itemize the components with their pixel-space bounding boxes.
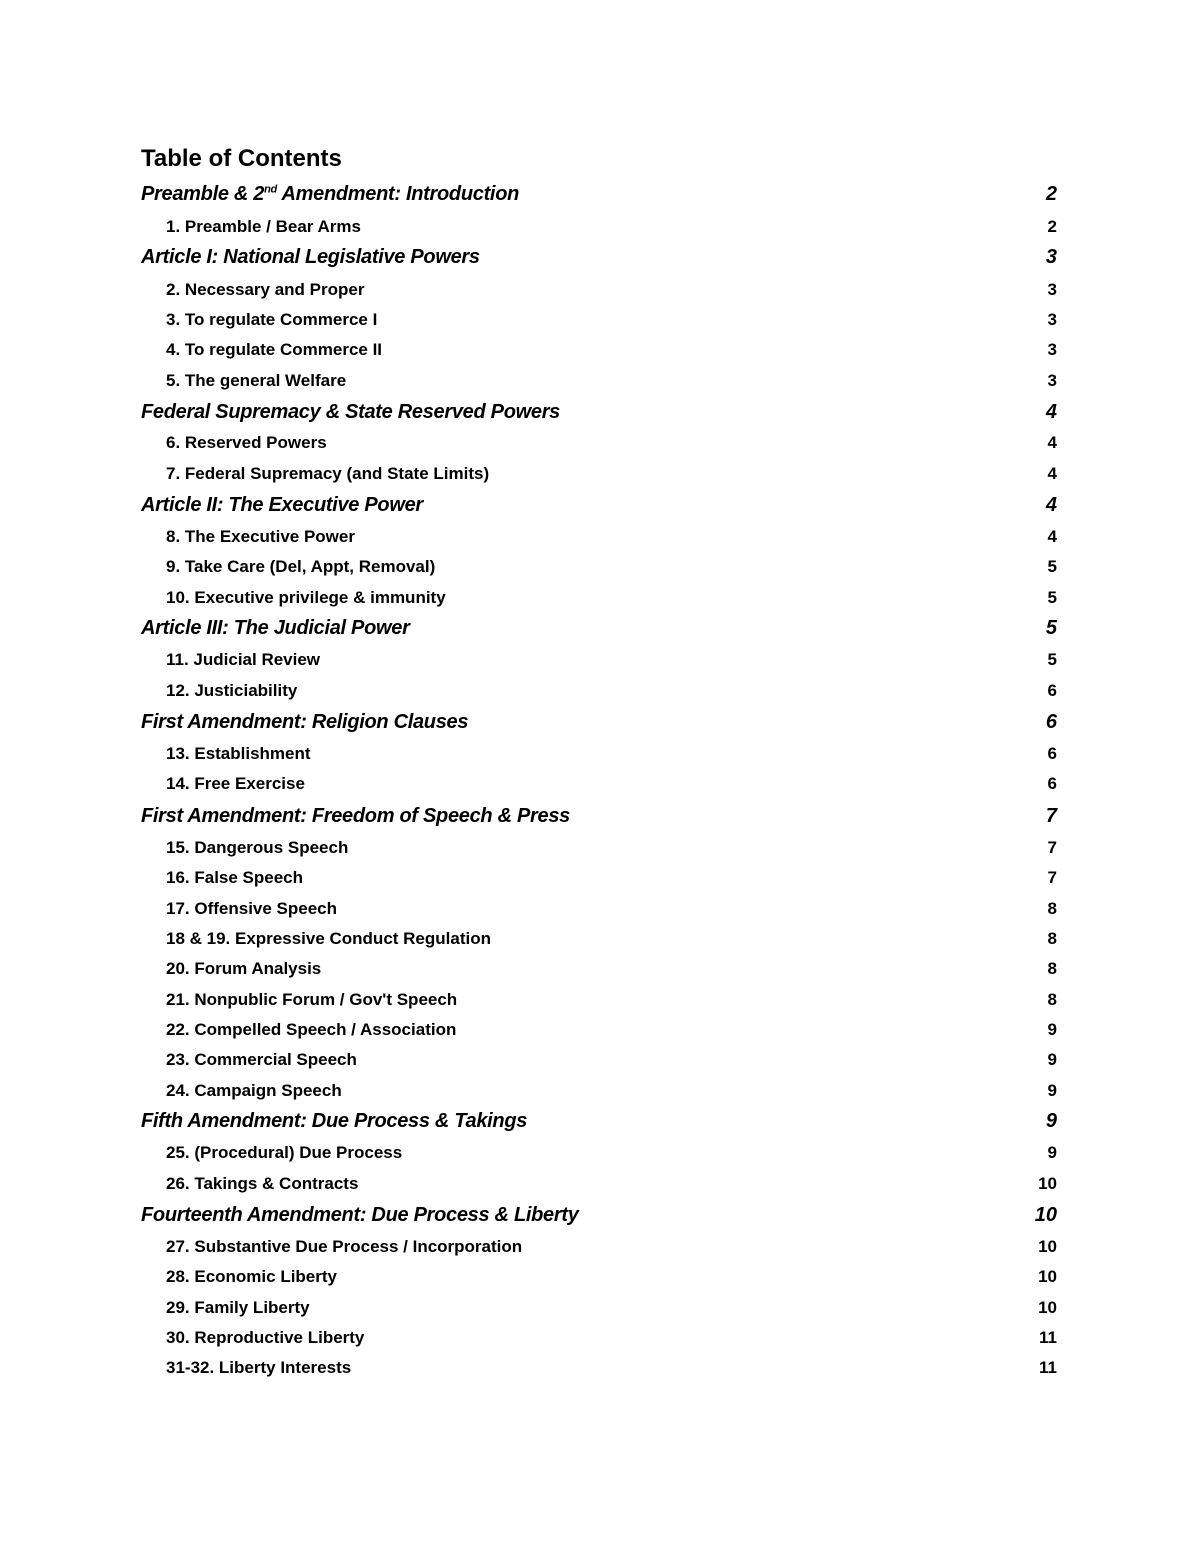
toc-entry-label: 20. Forum Analysis: [166, 959, 322, 978]
toc-entry-label: 10. Executive privilege & immunity: [166, 588, 446, 607]
toc-section-heading[interactable]: [0, 399, 1200, 425]
toc-entry-label: 18 & 19. Expressive Conduct Regulation: [166, 929, 491, 948]
toc-entry-label: 26. Takings & Contracts: [166, 1174, 359, 1193]
toc-page-number: 4: [1047, 433, 1057, 452]
toc-page-number: 6: [1047, 744, 1057, 763]
toc-entry-label: 13. Establishment: [166, 744, 311, 763]
toc-item[interactable]: [0, 678, 1200, 704]
toc-page-number: 3: [1047, 340, 1057, 359]
toc-entry-label: Article II: The Executive Power: [141, 494, 423, 516]
toc-entry-label: Preamble & 2nd Amendment: Introduction: [141, 183, 520, 205]
toc-page-number: 6: [1047, 774, 1057, 793]
toc-page-number: 3: [1047, 310, 1057, 329]
ordinal-superscript: nd: [264, 183, 277, 196]
toc-section-heading[interactable]: [0, 1202, 1200, 1228]
toc-page-number: 3: [1045, 246, 1057, 268]
toc-section-heading[interactable]: [0, 1108, 1200, 1134]
toc-entry-label: Article I: National Legislative Powers: [141, 246, 480, 268]
toc-entry-label: 25. (Procedural) Due Process: [166, 1143, 403, 1162]
toc-section-heading[interactable]: [0, 803, 1200, 829]
toc-entry-label: 17. Offensive Speech: [166, 899, 338, 918]
toc-item[interactable]: [0, 368, 1200, 394]
toc-entry-label: 27. Substantive Due Process / Incorporation: [166, 1237, 523, 1256]
toc-item[interactable]: [0, 430, 1200, 456]
toc-section-heading[interactable]: [0, 492, 1200, 518]
toc-item[interactable]: [0, 277, 1200, 303]
toc-item[interactable]: [0, 1140, 1200, 1166]
toc-item[interactable]: [0, 1078, 1200, 1104]
toc-entry-label: 21. Nonpublic Forum / Gov't Speech: [166, 990, 458, 1009]
toc-item[interactable]: [0, 1295, 1200, 1321]
toc-entry-label: Fifth Amendment: Due Process & Takings: [141, 1110, 528, 1132]
toc-item[interactable]: [0, 585, 1200, 611]
toc-page-number: 3: [1047, 371, 1057, 390]
toc-entry-label: 8. The Executive Power: [166, 527, 355, 546]
toc-entry-label: First Amendment: Freedom of Speech & Press: [141, 805, 570, 827]
toc-item[interactable]: [0, 835, 1200, 861]
toc-page-number: 5: [1047, 650, 1057, 669]
toc-page-number: 8: [1047, 929, 1057, 948]
toc-entry-label: 12. Justiciability: [166, 681, 298, 700]
toc-page-number: 7: [1047, 868, 1057, 887]
toc-page-number: 8: [1047, 990, 1057, 1009]
toc-entry-label: 14. Free Exercise: [166, 774, 305, 793]
toc-entry-label: 11. Judicial Review: [166, 650, 321, 669]
toc-item[interactable]: [0, 214, 1200, 240]
toc-page-number: 4: [1045, 494, 1057, 516]
toc-page-number: 2: [1045, 183, 1057, 205]
toc-entry-label: 16. False Speech: [166, 868, 304, 887]
toc-item[interactable]: [0, 1264, 1200, 1290]
toc-entry-label: 23. Commercial Speech: [166, 1050, 357, 1069]
toc-page-number: 8: [1047, 899, 1057, 918]
toc-entry-label: 24. Campaign Speech: [166, 1081, 342, 1100]
toc-entry-label: 31-32. Liberty Interests: [166, 1358, 352, 1377]
toc-item[interactable]: [0, 1355, 1200, 1381]
toc-section-heading[interactable]: [0, 709, 1200, 735]
toc-section-heading[interactable]: [0, 244, 1200, 270]
toc-item[interactable]: [0, 1234, 1200, 1260]
toc-item[interactable]: [0, 1325, 1200, 1351]
toc-item[interactable]: [0, 926, 1200, 952]
toc-item[interactable]: [0, 896, 1200, 922]
toc-item[interactable]: [0, 461, 1200, 487]
toc-entry-label: 15. Dangerous Speech: [166, 838, 349, 857]
toc-entry-label: 2. Necessary and Proper: [166, 280, 365, 299]
toc-page-number: 10: [1038, 1174, 1057, 1193]
toc-entry-label: First Amendment: Religion Clauses: [141, 711, 469, 733]
toc-page-number: 9: [1047, 1050, 1057, 1069]
toc-section-heading[interactable]: [0, 181, 1200, 207]
toc-item[interactable]: [0, 741, 1200, 767]
toc-page-number: 6: [1045, 711, 1057, 733]
toc-page-number: 10: [1038, 1237, 1057, 1256]
toc-page-number: 10: [1038, 1267, 1057, 1286]
toc-entry-label: 4. To regulate Commerce II: [166, 340, 383, 359]
toc-entry-label: 3. To regulate Commerce I: [166, 310, 378, 329]
toc-entry-label: 22. Compelled Speech / Association: [166, 1020, 457, 1039]
toc-page-number: 10: [1034, 1204, 1057, 1226]
toc-page-number: 5: [1047, 588, 1057, 607]
toc-page-number: 6: [1047, 681, 1057, 700]
toc-entry-label: 7. Federal Supremacy (and State Limits): [166, 464, 490, 483]
toc-item[interactable]: [0, 524, 1200, 550]
toc-entry-label: 29. Family Liberty: [166, 1298, 310, 1317]
toc-page-number: 9: [1047, 1143, 1057, 1162]
toc-entry-label: Fourteenth Amendment: Due Process & Liberty: [141, 1204, 579, 1226]
toc-page-number: 3: [1047, 280, 1057, 299]
toc-item[interactable]: [0, 307, 1200, 333]
toc-entry-label: 5. The general Welfare: [166, 371, 347, 390]
toc-page-number: 7: [1045, 805, 1057, 827]
toc-page-number: 8: [1047, 959, 1057, 978]
toc-page-number: 5: [1045, 617, 1057, 639]
toc-page-number: 4: [1047, 527, 1057, 546]
toc-item[interactable]: [0, 554, 1200, 580]
toc-page-number: 2: [1047, 217, 1057, 236]
toc-page-number: 10: [1038, 1298, 1057, 1317]
toc-page-number: 7: [1047, 838, 1057, 857]
toc-entry-label: 6. Reserved Powers: [166, 433, 327, 452]
toc-item[interactable]: [0, 865, 1200, 891]
toc-entry-label: 9. Take Care (Del, Appt, Removal): [166, 557, 436, 576]
toc-page-number: 9: [1047, 1081, 1057, 1100]
toc-item[interactable]: [0, 1047, 1200, 1073]
page-title: Table of Contents: [141, 145, 342, 172]
toc-entry-label: 28. Economic Liberty: [166, 1267, 337, 1286]
toc-section-heading[interactable]: [0, 615, 1200, 641]
toc-page-number: 4: [1045, 401, 1057, 423]
toc-entry-label: Article III: The Judicial Power: [141, 617, 410, 639]
toc-page-number: 9: [1045, 1110, 1057, 1132]
toc-entry-label: Federal Supremacy & State Reserved Powers: [141, 401, 561, 423]
toc-item[interactable]: [0, 1171, 1200, 1197]
toc-page-number: 5: [1047, 557, 1057, 576]
toc-page-number: 11: [1039, 1328, 1057, 1347]
toc-item[interactable]: [0, 1017, 1200, 1043]
toc-entry-label: 30. Reproductive Liberty: [166, 1328, 365, 1347]
toc-page-number: 4: [1047, 464, 1057, 483]
toc-item[interactable]: [0, 771, 1200, 797]
toc-item[interactable]: [0, 337, 1200, 363]
toc-item[interactable]: [0, 956, 1200, 982]
toc-item[interactable]: [0, 987, 1200, 1013]
toc-page-number: 9: [1047, 1020, 1057, 1039]
toc-entry-label: 1. Preamble / Bear Arms: [166, 217, 361, 236]
toc-item[interactable]: [0, 647, 1200, 673]
toc-page-number: 11: [1039, 1358, 1057, 1377]
